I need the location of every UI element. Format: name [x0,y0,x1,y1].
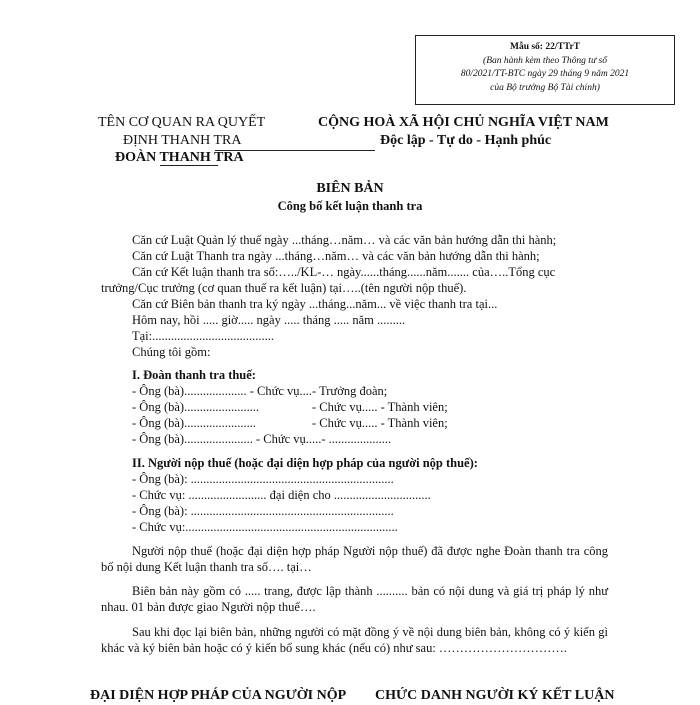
meeting-time: Hôm nay, hồi ..... giờ..... ngày ..... tháng ..... năm ......... [132,313,406,327]
taxpayer-row-1: - Ông (bà): ................................................................. [132,472,394,486]
document-subtitle: Công bố kết luận thanh tra [277,199,423,213]
basis-conclusion-line-2: trưởng/Cục trưởng (cơ quan thuế ra kết luận) tại…..(tên người nộp thuế). [101,281,467,295]
motto-underline [215,150,375,151]
team-member-row-1: - Ông (bà).................... - Chức vụ....- Trưởng đoàn; [132,384,388,398]
taxpayer-row-3: - Ông (bà): ................................................................. [132,504,394,518]
agency-name-line-1: TÊN CƠ QUAN RA QUYẾT [98,115,266,130]
agency-name-line-2: ĐỊNH THANH TRA [123,133,242,148]
form-note-line-1: (Ban hành kèm theo Thông tư số [483,55,607,66]
basis-tax-law: Căn cứ Luật Quản lý thuế ngày ...tháng…năm… và các văn bản hướng dẫn thi hành; [132,233,557,247]
closing-paragraph-3: Sau khi đọc lại biên bản, những người có mặt đồng ý về nội dung biên bản, không có ý kiến gì khác và ký biên bản hoặc có ý kiến bổ sung khác (nếu có) như sau: …………………………. [101,625,608,655]
basis-inspection-law: Căn cứ Luật Thanh tra ngày ...tháng…năm… và các văn bản hướng dẫn thi hành; [132,249,540,263]
basis-conclusion-line-1: Căn cứ Kết luận thanh tra số:…../KL-… ngày......tháng......năm....... của…..Tổng cục [132,265,556,279]
form-note-line-2: 80/2021/TT-BTC ngày 29 tháng 9 năm 2021 [460,69,630,79]
form-code: Mẫu số: 22/TTrT [509,42,581,52]
team-member-row-3-name: - Ông (bà)....................... [132,416,256,430]
form-number-box [415,35,675,105]
basis-minutes: Căn cứ Biên bản thanh tra ký ngày ...tháng...năm... về việc thanh tra tại... [132,297,498,311]
signature-conclusion-signer: CHỨC DANH NGƯỜI KÝ KẾT LUẬN [375,688,615,703]
form-note-line-3: của Bộ trưởng Bộ Tài chính) [490,82,600,93]
national-motto: Độc lập - Tự do - Hạnh phúc [380,133,552,148]
national-title: CỘNG HOÀ XÃ HỘI CHỦ NGHĨA VIỆT NAM [318,115,609,130]
signature-taxpayer-representative: ĐẠI DIỆN HỢP PHÁP CỦA NGƯỜI NỘP [90,688,347,703]
meeting-place: Tại:....................................... [132,329,275,343]
team-member-row-4: - Ông (bà)...................... - Chức vụ.....- .................... [132,432,392,446]
taxpayer-row-2: - Chức vụ: ......................... đại diện cho ............................... [132,488,431,502]
inspection-team-name: ĐOÀN THANH TRA [115,150,244,165]
agency-underline [160,165,218,166]
team-member-row-2-role: - Chức vụ..... - Thành viên; [312,400,448,414]
team-member-row-2-name: - Ông (bà)........................ [132,400,260,414]
attendees-intro: Chúng tôi gồm: [132,345,211,359]
closing-paragraph-2: Biên bản này gồm có ..... trang, được lập thành .......... bản có nội dung và giá trị pháp lý như nhau. 01 bản được giao Người nộp thuế…. [101,584,608,614]
closing-paragraph-1: Người nộp thuế (hoặc đại diện hợp pháp Người nộp thuế) đã được nghe Đoàn thanh tra công bố nội dung Kết luận thanh tra số…. tại… [101,544,608,574]
team-member-row-3-role: - Chức vụ..... - Thành viên; [312,416,448,430]
taxpayer-row-4: - Chức vụ:.................................................................... [132,520,398,534]
section-taxpayer-heading: II. Người nộp thuế (hoặc đại diện hợp pháp của người nộp thuế): [132,456,478,470]
document-title: BIÊN BẢN [316,181,384,196]
section-inspection-team-heading: I. Đoàn thanh tra thuế: [132,368,256,382]
